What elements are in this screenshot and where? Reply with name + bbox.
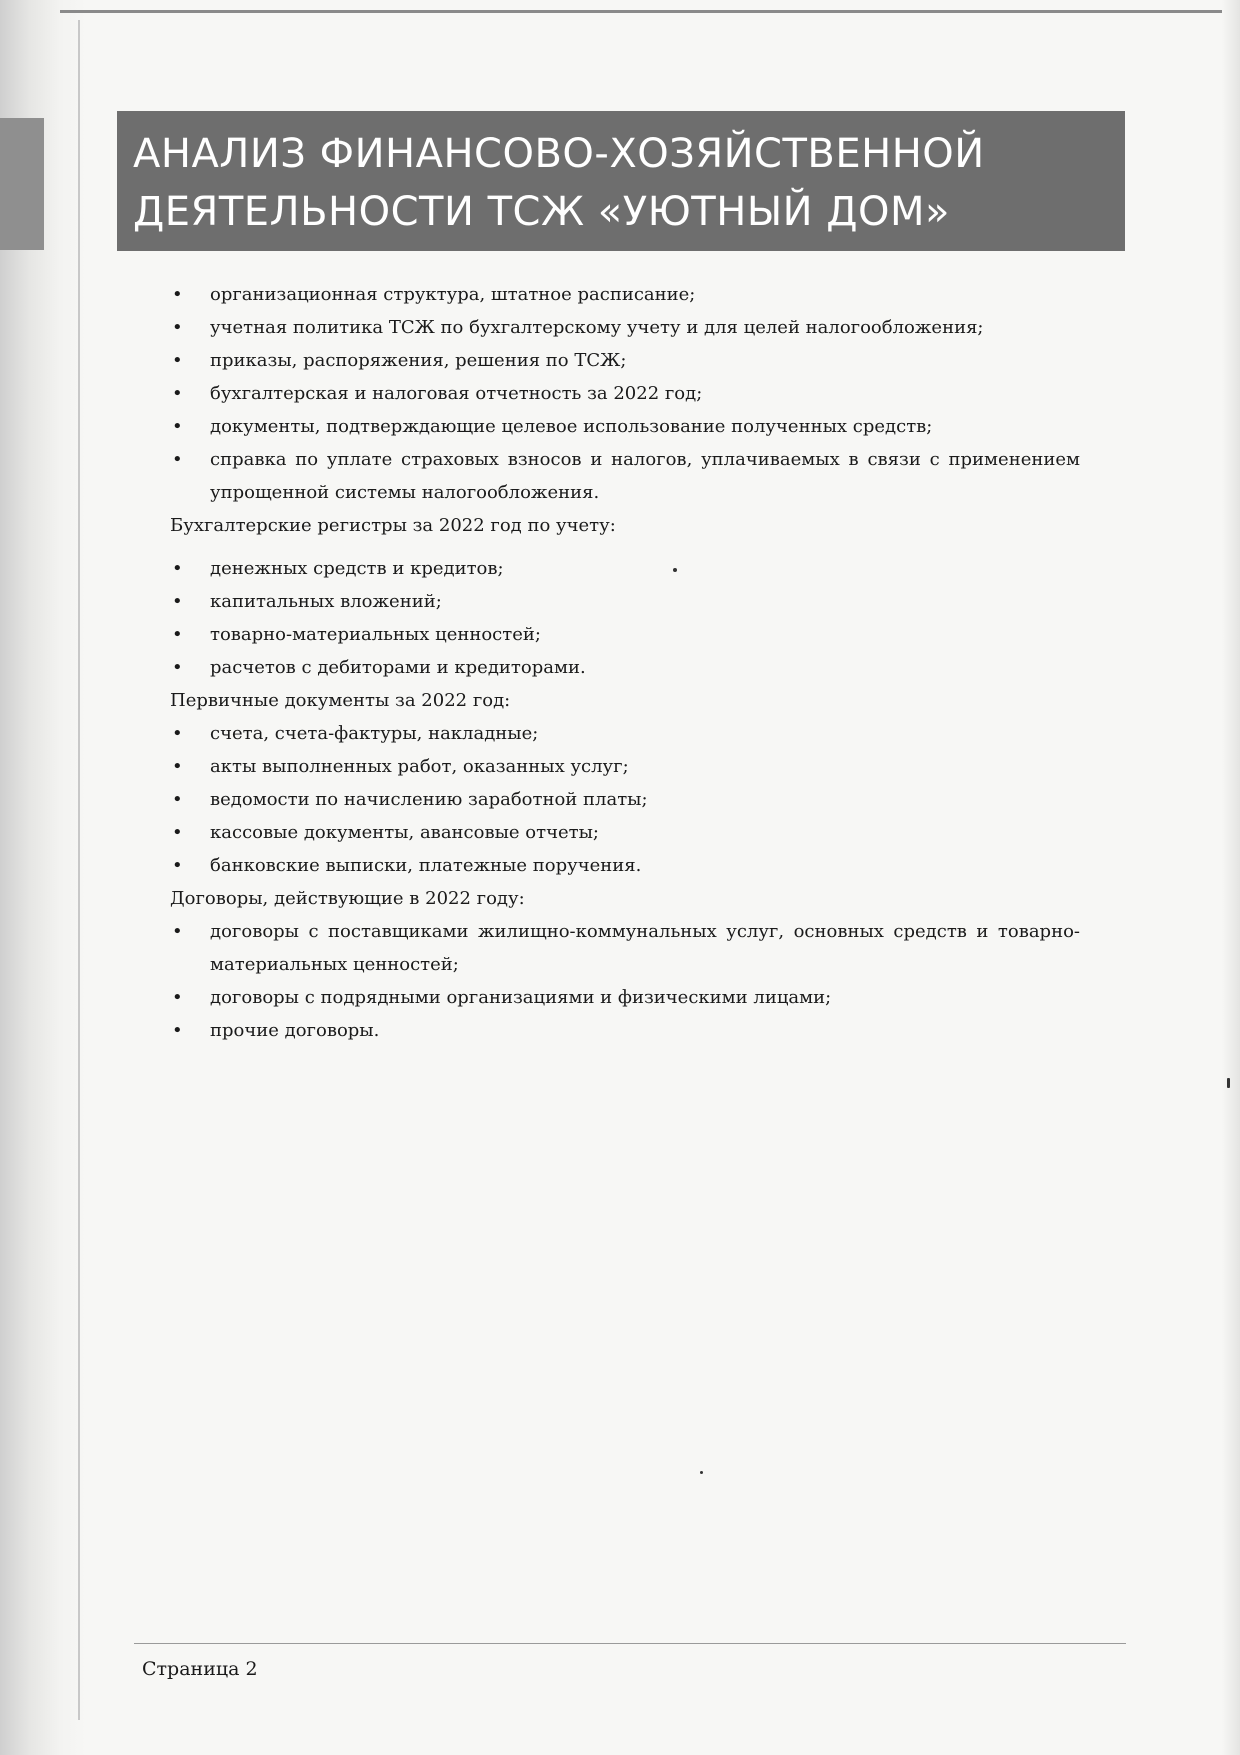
document-body bbox=[170, 278, 1080, 1047]
page-right-edge bbox=[1222, 0, 1240, 1755]
contracts-heading: Договоры, действующие в 2022 году: bbox=[170, 888, 525, 909]
list-item: • документы, подтверждающие целевое использование полученных средств; bbox=[170, 410, 1080, 443]
list-item: • ведомости по начислению заработной платы; bbox=[170, 783, 1080, 816]
page-top-edge bbox=[60, 10, 1240, 13]
list-item: • товарно-материальных ценностей; bbox=[170, 618, 1080, 651]
scan-speck bbox=[673, 568, 677, 572]
scan-speck bbox=[700, 1471, 703, 1474]
title-line-1: АНАЛИЗ ФИНАНСОВО-ХОЗЯЙСТВЕННОЙ bbox=[133, 131, 985, 177]
list-item: • договоры с подрядными организациями и физическими лицами; bbox=[170, 981, 1080, 1014]
list-item: • счета, счета-фактуры, накладные; bbox=[170, 717, 1080, 750]
footer-rule bbox=[134, 1643, 1126, 1644]
general-documents-list bbox=[170, 278, 1080, 509]
page-number: Страница 2 bbox=[142, 1658, 258, 1680]
contracts-list bbox=[170, 915, 1080, 1047]
list-item: • справка по уплате страховых взносов и налогов, уплачиваемых в связи с применением упрощенной системы налогообложения. bbox=[170, 443, 1080, 509]
page-fold-line bbox=[78, 20, 80, 1720]
list-item: • организационная структура, штатное расписание; bbox=[170, 278, 1080, 311]
primary-docs-list bbox=[170, 717, 1080, 882]
registers-heading: Бухгалтерские регистры за 2022 год по учету: bbox=[170, 515, 616, 536]
list-item: • прочие договоры. bbox=[170, 1014, 1080, 1047]
title-line-2: ДЕЯТЕЛЬНОСТИ ТСЖ «УЮТНЫЙ ДОМ» bbox=[133, 189, 950, 235]
list-item: • кассовые документы, авансовые отчеты; bbox=[170, 816, 1080, 849]
list-item: • договоры с поставщиками жилищно-коммунальных услуг, основных средств и товарно-материальных ценностей; bbox=[170, 915, 1080, 981]
list-item: • банковские выписки, платежные поручения. bbox=[170, 849, 1080, 882]
list-item: • капитальных вложений; bbox=[170, 585, 1080, 618]
title-banner bbox=[117, 111, 1125, 251]
scan-speck bbox=[1227, 1078, 1230, 1088]
adjacent-page-banner-bleed bbox=[0, 118, 44, 250]
list-item: • расчетов с дебиторами и кредиторами. bbox=[170, 651, 1080, 684]
list-item: • акты выполненных работ, оказанных услуг; bbox=[170, 750, 1080, 783]
registers-list bbox=[170, 552, 1080, 684]
list-item: • бухгалтерская и налоговая отчетность за 2022 год; bbox=[170, 377, 1080, 410]
primary-docs-heading: Первичные документы за 2022 год: bbox=[170, 690, 511, 711]
list-item: • учетная политика ТСЖ по бухгалтерскому учету и для целей налогообложения; bbox=[170, 311, 1080, 344]
page-gutter-shadow bbox=[0, 0, 86, 1755]
list-item: • приказы, распоряжения, решения по ТСЖ; bbox=[170, 344, 1080, 377]
list-item: • денежных средств и кредитов; bbox=[170, 552, 1080, 585]
